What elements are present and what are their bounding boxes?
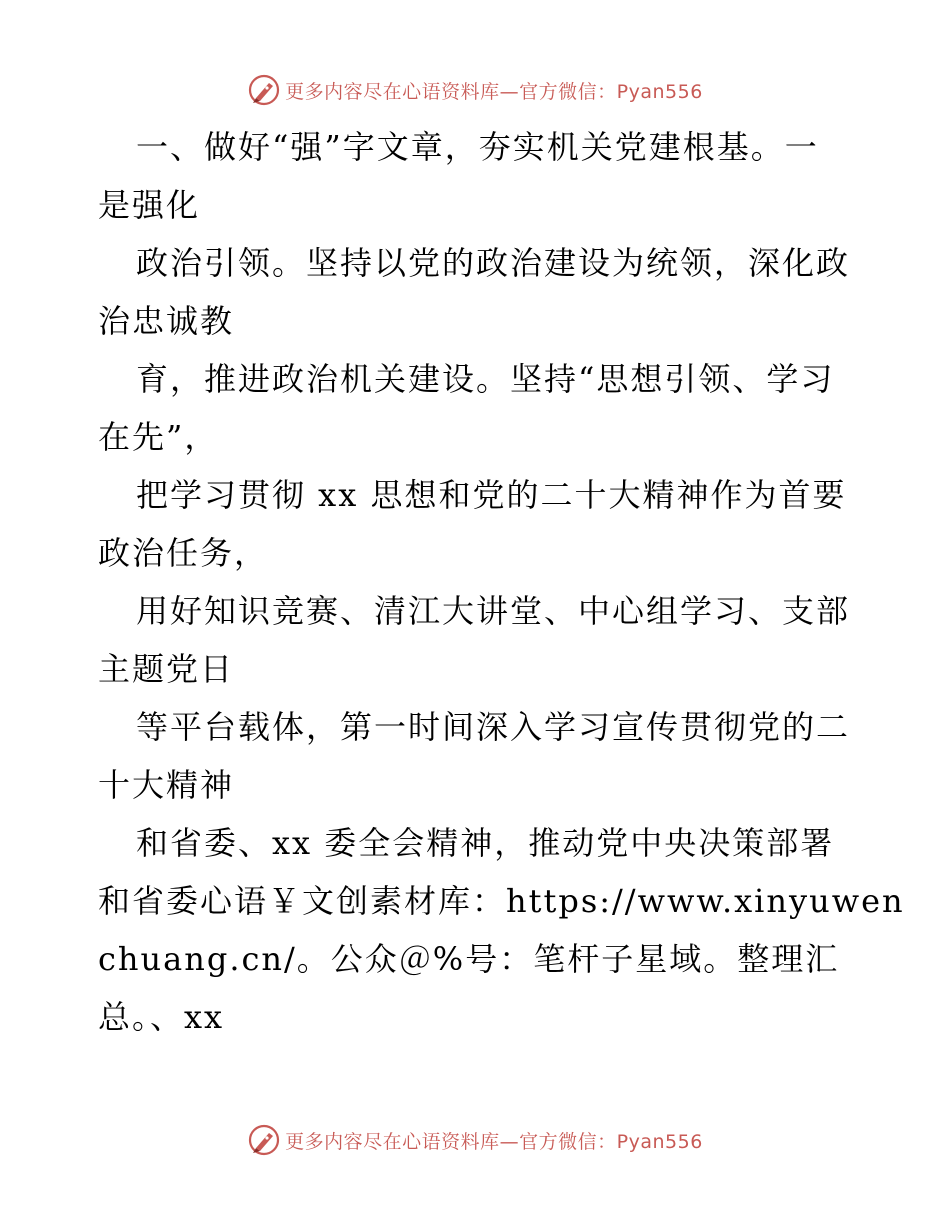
header-banner — [0, 70, 950, 110]
body-line: 总。、xx — [98, 998, 225, 1036]
body-line: 在先”， — [98, 418, 219, 456]
body-line: 政治任务， — [98, 534, 269, 572]
footer-banner — [0, 1120, 950, 1160]
body-line: 用好知识竞赛、清江大讲堂、中心组学习、支部 — [136, 592, 851, 630]
body-line: 治忠诚教 — [98, 302, 235, 340]
body-line: 政治引领。坚持以党的政治建设为统领，深化政 — [136, 244, 851, 282]
body-line: 等平台载体，第一时间深入学习宣传贯彻党的二 — [136, 708, 851, 746]
body-line: 十大精神 — [98, 766, 235, 804]
body-line: 是强化 — [98, 186, 201, 224]
body-line: 和省委心语￥文创素材库：https://www.xinyuwen — [98, 882, 905, 920]
body-line: 主题党日 — [98, 650, 235, 688]
document-body — [98, 118, 905, 1046]
body-line: 一、做好“强”字文章，夯实机关党建根基。一 — [136, 128, 819, 166]
header-banner-text: 更多内容尽在心语资料库—官方微信：Pyan556 — [285, 80, 703, 103]
body-line: 育，推进政治机关建设。坚持“思想引领、学习 — [136, 360, 835, 398]
footer-banner-text: 更多内容尽在心语资料库—官方微信：Pyan556 — [285, 1130, 703, 1153]
pen-nib-logo-icon — [247, 1123, 281, 1157]
body-line: chuang.cn/。公众＠%号：笔杆子星域。整理汇 — [98, 940, 840, 978]
pen-nib-logo-icon — [247, 73, 281, 107]
body-line: 把学习贯彻 xx 思想和党的二十大精神作为首要 — [136, 476, 847, 514]
body-line: 和省委、xx 委全会精神，推动党中央决策部署 — [136, 824, 835, 862]
